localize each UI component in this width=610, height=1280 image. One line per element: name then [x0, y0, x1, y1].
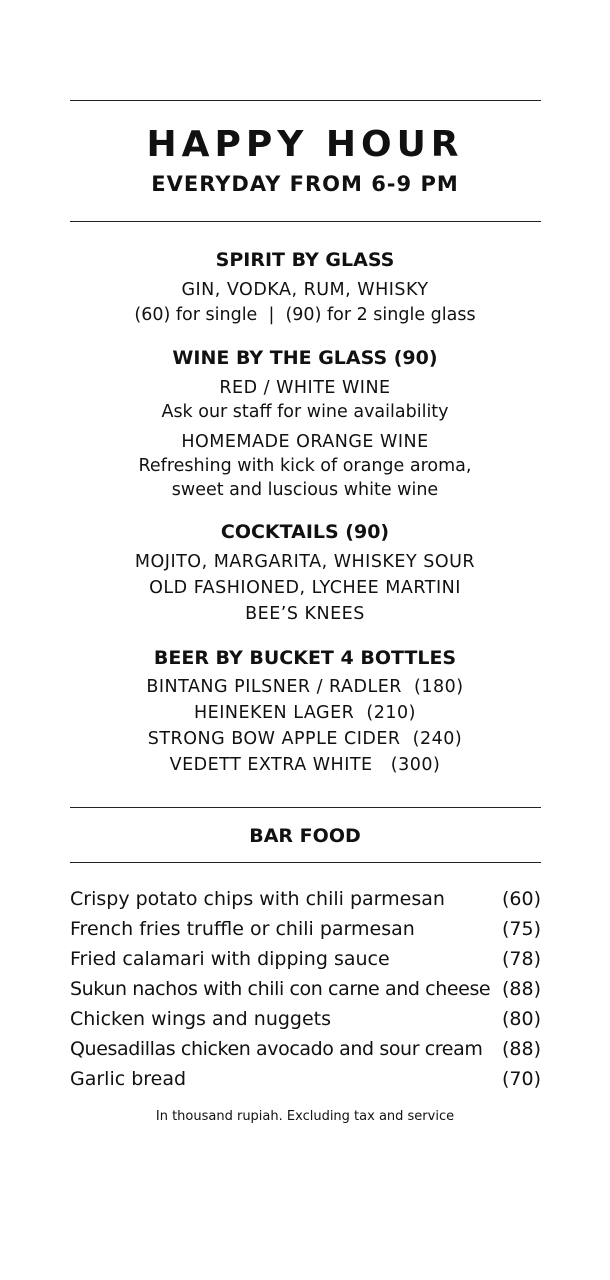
food-item-price: (78)	[501, 948, 541, 970]
food-item	[70, 978, 541, 1004]
wine-orange: HOMEMADE ORANGE WINE	[181, 432, 429, 452]
food-item	[70, 948, 541, 974]
food-item-price: (60)	[501, 888, 541, 910]
cocktails-line: MOJITO, MARGARITA, WHISKEY SOUR	[134, 552, 476, 572]
beer-line: HEINEKEN LAGER (210)	[194, 703, 416, 723]
food-item-price: (70)	[501, 1068, 541, 1090]
price-note: In thousand rupiah. Excluding tax and service	[155, 1109, 455, 1124]
food-item-name: Crispy potato chips with chili parmesan	[70, 888, 445, 910]
header-divider	[70, 221, 541, 222]
page-subtitle: EVERYDAY FROM 6-9 PM	[151, 172, 459, 196]
wine-heading: WINE BY THE GLASS (90)	[172, 347, 438, 369]
page-title: HAPPY HOUR	[146, 124, 464, 165]
food-item-name: Chicken wings and nuggets	[70, 1008, 332, 1030]
bar-food-heading: BAR FOOD	[249, 825, 361, 847]
food-item-name: Sukun nachos with chili con carne and cheese	[70, 978, 491, 1000]
wine-orange-desc-2: sweet and luscious white wine	[171, 480, 439, 500]
beer-heading: BEER BY BUCKET 4 BOTTLES	[153, 647, 457, 669]
food-item-price: (80)	[501, 1008, 541, 1030]
food-item-name: Quesadillas chicken avocado and sour cream	[70, 1038, 483, 1060]
food-item	[70, 888, 541, 914]
top-divider	[70, 100, 541, 101]
beer-line: STRONG BOW APPLE CIDER (240)	[147, 729, 463, 749]
spirit-pricing: (60) for single | (90) for 2 single glass	[134, 305, 476, 325]
food-item	[70, 1008, 541, 1034]
spirit-items: GIN, VODKA, RUM, WHISKY	[181, 280, 429, 300]
wine-availability: Ask our staff for wine availability	[161, 402, 449, 422]
food-item-name: French fries truffle or chili parmesan	[70, 918, 415, 940]
food-item-name: Garlic bread	[70, 1068, 187, 1090]
food-item-price: (88)	[501, 1038, 541, 1060]
cocktails-line: BEE’S KNEES	[245, 604, 365, 624]
bar-food-bottom-divider	[70, 862, 541, 863]
food-item	[70, 1038, 541, 1064]
bar-food-top-divider	[70, 807, 541, 808]
cocktails-heading: COCKTAILS (90)	[220, 521, 390, 543]
beer-line: BINTANG PILSNER / RADLER (180)	[146, 677, 464, 697]
beer-line: VEDETT EXTRA WHITE (300)	[169, 755, 441, 775]
spirit-heading: SPIRIT BY GLASS	[215, 249, 395, 271]
cocktails-line: OLD FASHIONED, LYCHEE MARTINI	[149, 578, 461, 598]
wine-orange-desc-1: Refreshing with kick of orange aroma,	[138, 456, 472, 476]
food-item-price: (75)	[501, 918, 541, 940]
food-item-name: Fried calamari with dipping sauce	[70, 948, 390, 970]
wine-red-white: RED / WHITE WINE	[219, 378, 391, 398]
food-item	[70, 1068, 541, 1094]
food-item-price: (88)	[501, 978, 541, 1000]
food-item	[70, 918, 541, 944]
